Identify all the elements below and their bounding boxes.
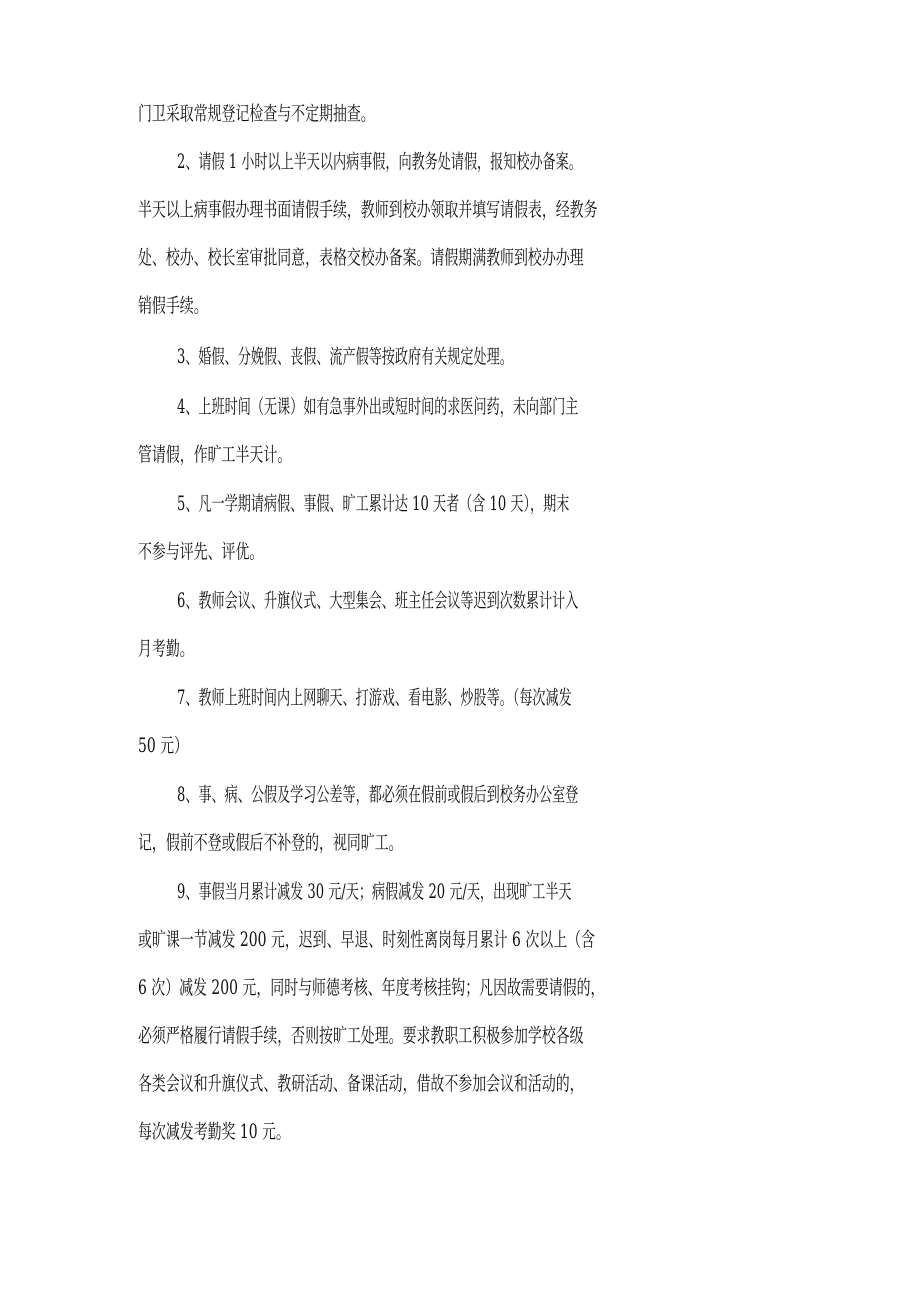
text-line: 处、校办、校长室审批同意，表格交校办备案。请假期满教师到校办办理 [138,246,584,269]
text-line: 半天以上病事假办理书面请假手续，教师到校办领取并填写请假表，经教务 [138,198,598,221]
text-line: 4、上班时间（无课）如有急事外出或短时间的求医问药，未向部门主 [177,395,579,418]
text-line: 6 次）减发 200 元，同时与师德考核、年度考核挂钩；凡因故需要请假的， [138,976,605,999]
text-line: 必须严格履行请假手续，否则按旷工处理。要求教职工积极参加学校各级 [138,1024,584,1047]
text-line: 各类会议和升旗仪式、教研活动、备课活动，借故不参加会议和活动的， [138,1072,584,1095]
text-line: 月考勤。 [138,637,194,660]
text-line: 管请假，作旷工半天计。 [138,443,292,466]
text-line: 每次减发考勤奖 10 元。 [138,1120,290,1143]
text-line: 3、婚假、分娩假、丧假、流产假等按政府有关规定处理。 [177,345,513,368]
text-line: 8、事、病、公假及学习公差等，都必须在假前或假后到校务办公室登 [177,783,579,806]
text-line: 记，假前不登或假后不补登的，视同旷工。 [138,831,403,854]
text-line: 销假手续。 [138,294,208,317]
text-line: 不参与评先、评优。 [138,540,264,563]
text-line: 50 元） [138,734,188,757]
text-line: 9、事假当月累计减发 30 元/天；病假减发 20 元/天，出现旷工半天 [177,880,572,903]
text-line: 7、教师上班时间内上网聊天、打游戏、看电影、炒股等。（每次减发 [177,686,572,709]
text-line: 2、请假 1 小时以上半天以内病事假，向教务处请假，报知校办备案。 [177,150,582,173]
text-line: 门卫采取常规登记检查与不定期抽查。 [138,102,375,125]
text-line: 5、凡一学期请病假、事假、旷工累计达 10 天者（含 10 天），期末 [177,492,570,515]
text-line: 或旷课一节减发 200 元，迟到、早退、时刻性离岗每月累计 6 次以上（含 [138,928,595,951]
text-line: 6、教师会议、升旗仪式、大型集会、班主任会议等迟到次数累计计入 [177,589,579,612]
